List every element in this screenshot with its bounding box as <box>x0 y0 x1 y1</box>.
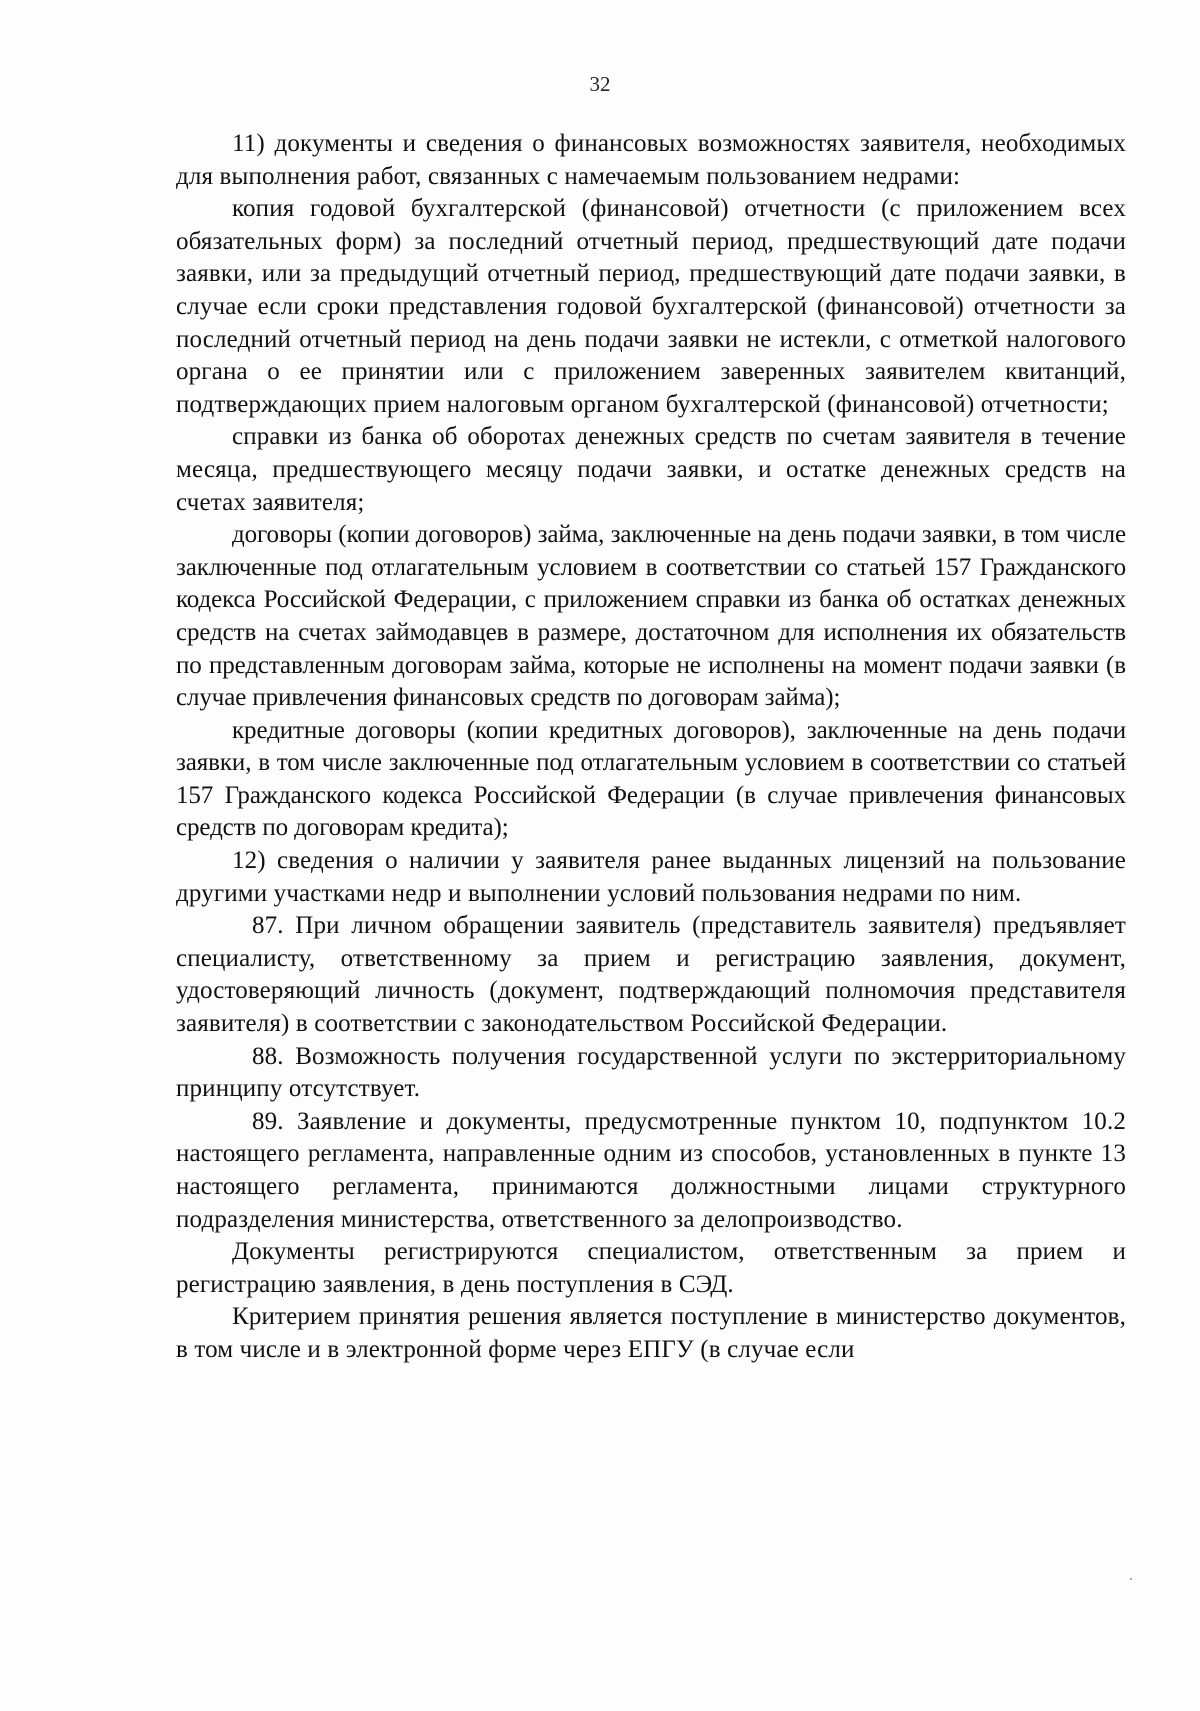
paragraph-annual-report-copy: копия годовой бухгалтерской (финансовой) отчетности (с приложением всех обязательных форм) за последний отчетный период, предшествующий дате подачи заявки, или за предыдущий отчетный период, предшествующий дате подачи заявки, в случае если сроки представления годовой бухгалтерской (финансовой) отчетности за последний отчетный период на день подачи заявки не истекли, с отметкой налогового органа о ее принятии или с приложением заверенных заявителем квитанций, подтверждающих прием налоговым органом бухгалтерской (финансовой) отчетности; <box>176 195 1126 418</box>
paragraph-registration: Документы регистрируются специалистом, ответственным за прием и регистрацию заявления, в день поступления в СЭД. <box>176 1238 1126 1298</box>
paragraph-88-extraterritorial: 88. Возможность получения государственной услуги по экстерриториальному принципу отсутствует. <box>176 1042 1126 1103</box>
scan-speck <box>1130 1578 1132 1580</box>
paragraph-bank-statements: справки из банка об оборотах денежных средств по счетам заявителя в течение месяца, предшествующего месяцу подачи заявки, и остатке денежных средств на счетах заявителя; <box>176 423 1126 516</box>
document-body <box>176 128 1126 1367</box>
paragraph-89-application-docs: 89. Заявление и документы, предусмотренные пунктом 10, подпунктом 10.2 настоящего регламента, направленные одним из способов, установленных в пункте 13 настоящего регламента, принимаются должностными лицами структурного подразделения министерства, ответственного за делопроизводство. <box>176 1107 1126 1233</box>
paragraph-12-licenses: 12) сведения о наличии у заявителя ранее выданных лицензий на пользование другими участками недр и выполнении условий пользования недрами по ним. <box>176 847 1126 907</box>
page-number: 32 <box>589 72 611 96</box>
paragraph-credit-agreements: кредитные договоры (копии кредитных договоров), заключенные на день подачи заявки, в том числе заключенные под отлагательным условием в соответствии со статьей 157 Гражданского кодекса Российской Федерации (в случае привлечения финансовых средств по договорам кредита); <box>176 716 1126 842</box>
paragraph-87-personal-visit: 87. При личном обращении заявитель (представитель заявителя) предъявляет специалисту, ответственному за прием и регистрацию заявления, документ, удостоверяющий личность (документ, подтверждающий полномочия представителя заявителя) в соответствии с законодательством Российской Федерации. <box>176 912 1126 1038</box>
paragraph-loan-agreements: договоры (копии договоров) займа, заключенные на день подачи заявки, в том числе заключенные под отлагательным условием в соответствии со статьей 157 Гражданского кодекса Российской Федерации, с приложением справки из банка об остатках денежных средств на счетах займодавцев в размере, достаточном для исполнения их обязательств по представленным договорам займа, которые не исполнены на момент подачи заявки (в случае привлечения финансовых средств по договорам займа); <box>176 521 1126 712</box>
paragraph-11-financial-docs: 11) документы и сведения о финансовых возможностях заявителя, необходимых для выполнения работ, связанных с намечаемым пользованием недрами: <box>176 130 1126 190</box>
paragraph-decision-criterion: Критерием принятия решения является поступление в министерство документов, в том числе и в электронной форме через ЕПГУ (в случае если <box>176 1303 1126 1363</box>
